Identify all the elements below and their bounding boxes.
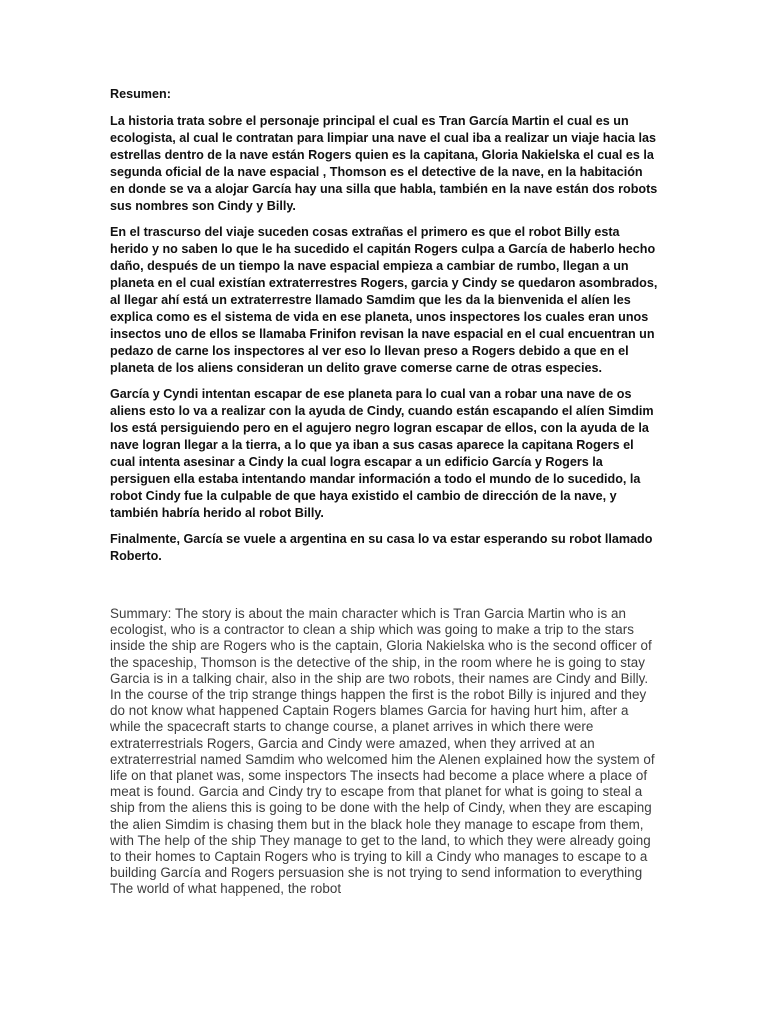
spanish-paragraph-4: Finalmente, García se vuele a argentina en su casa lo va estar esperando su robot llamado Roberto. — [110, 532, 653, 563]
spanish-summary-section — [110, 86, 660, 574]
english-summary-section — [110, 606, 658, 898]
english-paragraph: Summary: The story is about the main character which is Tran Garcia Martin who is an ecologist, who is a contractor to clean a ship which was going to make a trip to the stars inside the ship are Rogers who is the captain, Gloria Nakielska who is the second officer of the spaceship, Thomson is the detective of the ship, in the room where he is going to stay Garcia is in a talking chair, also in the ship are two robots, their names are Cindy and Billy. In the course of the trip strange things happen the first is the robot Billy is injured and they do not know what happened Captain Rogers blames Garcia for having hurt him, after a while the spacecraft starts to change course, a planet arrives in which there were extraterrestrials Rogers, Garcia and Cindy were amazed, when they arrived at an extraterrestrial named Samdim who welcomed him the Alenen explained how the system of life on that planet was, some inspectors The insects had become a place where a place of meat is found. Garcia and Cindy try to escape from that planet for what is going to steal a ship from the aliens this is going to be done with the help of Cindy, when they are escaping the alien Simdim is chasing them but in the black hole they manage to escape from them, with The help of the ship They manage to get to the land, to which they were already going to their homes to Captain Rogers who is trying to kill a Cindy who manages to escape to a building García and Rogers persuasion she is not trying to send information to everything The world of what happened, the robot — [110, 606, 655, 897]
spanish-paragraph-1: La historia trata sobre el personaje principal el cual es Tran García Martin el cual es un ecologista, al cual le contratan para limpiar una nave el cual iba a realizar un viaje hacia las estrellas dentro de la nave están Rogers quien es la capitana, Gloria Nakielska el cual es la segunda oficial de la nave espacial , Thomson es el detective de la nave, en la habitación en donde se va a alojar García hay una silla que habla, también en la nave están dos robots sus nombres son Cindy y Billy. — [110, 114, 658, 213]
spanish-paragraph-3: García y Cyndi intentan escapar de ese planeta para lo cual van a robar una nave de os aliens esto lo va a realizar con la ayuda de Cindy, cuando están escapando el alíen Simdim los está persiguiendo pero en el agujero negro logran escapar de ellos, con la ayuda de la nave logran llegar a la tierra, a lo que ya iban a sus casas aparece la capitana Rogers el cual intenta asesinar a Cindy la cual logra escapar a un edificio García y Rogers la persiguen ella estaba intentando mandar información a todo el mundo de lo sucedido, la robot Cindy fue la culpable de que haya existido el cambio de dirección de la nave, y también habría herido al robot Billy. — [110, 387, 654, 520]
spanish-paragraph-2: En el trascurso del viaje suceden cosas extrañas el primero es que el robot Billy esta herido y no saben lo que le ha sucedido el capitán Rogers culpa a García de haberlo hecho daño, después de un tiempo la nave espacial empieza a cambiar de rumbo, llegan a un planeta en el cual existían extraterrestres Rogers, garcia y Cindy se quedaron asombrados, al llegar ahí está un extraterrestre llamado Samdim que les da la bienvenida el alíen les explica como es el sistema de vida en ese planeta, unos inspectores los cuales eran unos insectos uno de ellos se llamaba Frinifon revisan la nave espacial en el cual encuentran un pedazo de carne los inspectores al ver eso lo llevan preso a Rogers debido a que en el planeta de los aliens consideran un delito grave comerse carne de otras especies. — [110, 225, 658, 375]
spanish-heading: Resumen: — [110, 87, 171, 101]
